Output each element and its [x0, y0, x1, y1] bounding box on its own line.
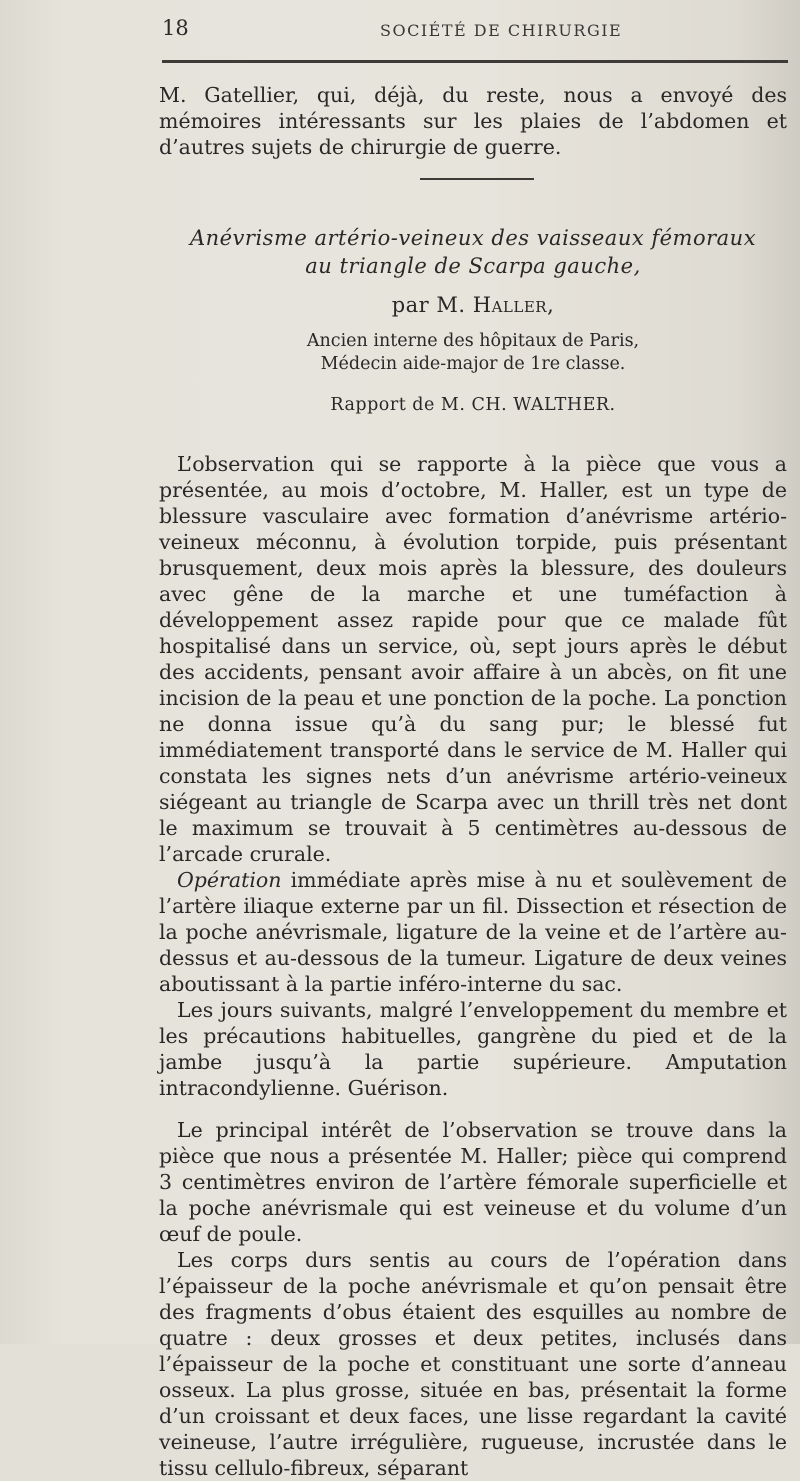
intro-paragraph-block: [159, 82, 787, 160]
operation-text: immédiate après mise à nu et soulèvement de l’artère iliaque externe par un fil. Dissection et résection de la poche anévrismale, ligature de la veine et de l’artère au-dessus et au-dessous de la tumeur. Ligature de deux veines aboutissant à la partie inféro-interne du sac.: [159, 868, 787, 996]
body-paragraph-1: L’observation qui se rapporte à la pièce que vous a présentée, au mois d’octobre, M. Haller, est un type de blessure vasculaire avec formation d’anévrisme artério-veineux méconnu, à évolution torpide, puis présentant brusquement, deux mois après la blessure, des douleurs avec gêne de la marche et une tuméfaction à développement assez rapide pour que ce malade fût hospitalisé dans un service, où, sept jours après le début des accidents, pensant avoir affaire à un abcès, on fit une incision de la peau et une ponction de la poche. La ponction ne donna issue qu’à du sang pur; le blessé fut immédiatement transporté dans le service de M. Haller qui constata les signes nets d’un anévrisme artério-veineux siégeant au triangle de Scarpa avec un thrill très net dont le maximum se trouvait à 5 centimètres au-dessous de l’arcade crurale.: [159, 452, 787, 866]
body-text: [159, 451, 787, 1481]
affiliation-line-1: Ancien interne des hôpitaux de Paris,: [306, 331, 640, 351]
affiliation-line-2: Médecin aide-major de 1re classe.: [320, 354, 626, 374]
running-head: SOCIÉTÉ DE CHIRURGIE: [380, 21, 623, 40]
report-line: Rapport de M. CH. WALTHER.: [330, 395, 616, 415]
body-paragraph-4: Le principal intérêt de l’observation se trouve dans la pièce que nous a présentée M. Haller; pièce qui comprend 3 centimètres environ de l’artère fémorale superficielle et la poche anévrismale qui est veineuse et du volume d’un œuf de poule.: [159, 1118, 787, 1246]
section-divider: [420, 178, 534, 180]
author-prefix: par M.: [391, 293, 466, 317]
body-paragraph-3: Les jours suivants, malgré l’enveloppement du membre et les précautions habituelles, gangrène du pied et de la jambe jusqu’à la partie supérieure. Amputation intracondylienne. Guérison.: [159, 998, 787, 1100]
operation-heading: Opération: [177, 868, 282, 892]
body-paragraph-2: [159, 867, 787, 997]
article-title-line-2: au triangle de Scarpa gauche,: [305, 254, 641, 278]
article-title: [159, 224, 787, 280]
body-paragraph-5: Les corps durs sentis au cours de l’opération dans l’épaisseur de la poche anévrismale et qu’on pensait être des fragments d’obus étaient des esquilles au nombre de quatre : deux grosses et deux petites, inclusés dans l’épaisseur de la poche et constituant une sorte d’anneau osseux. La plus grosse, située en bas, présentait la forme d’un croissant et deux faces, une lisse regardant la cavité veineuse, l’autre irrégulière, rugueuse, incrustée dans le tissu cellulo-fibreux, séparant: [159, 1248, 787, 1480]
intro-paragraph: M. Gatellier, qui, déjà, du reste, nous a envoyé des mémoires intéressants sur les plaies de l’abdomen et d’autres sujets de chirurgie de guerre.: [159, 83, 787, 159]
page-header: [162, 16, 782, 46]
header-rule: [162, 60, 788, 63]
author-name: Haller,: [472, 293, 555, 317]
article-title-line-1: Anévrisme artério-veineux des vaisseaux fémoraux: [189, 226, 757, 250]
page-number: 18: [162, 16, 189, 40]
author-line: [159, 293, 787, 317]
